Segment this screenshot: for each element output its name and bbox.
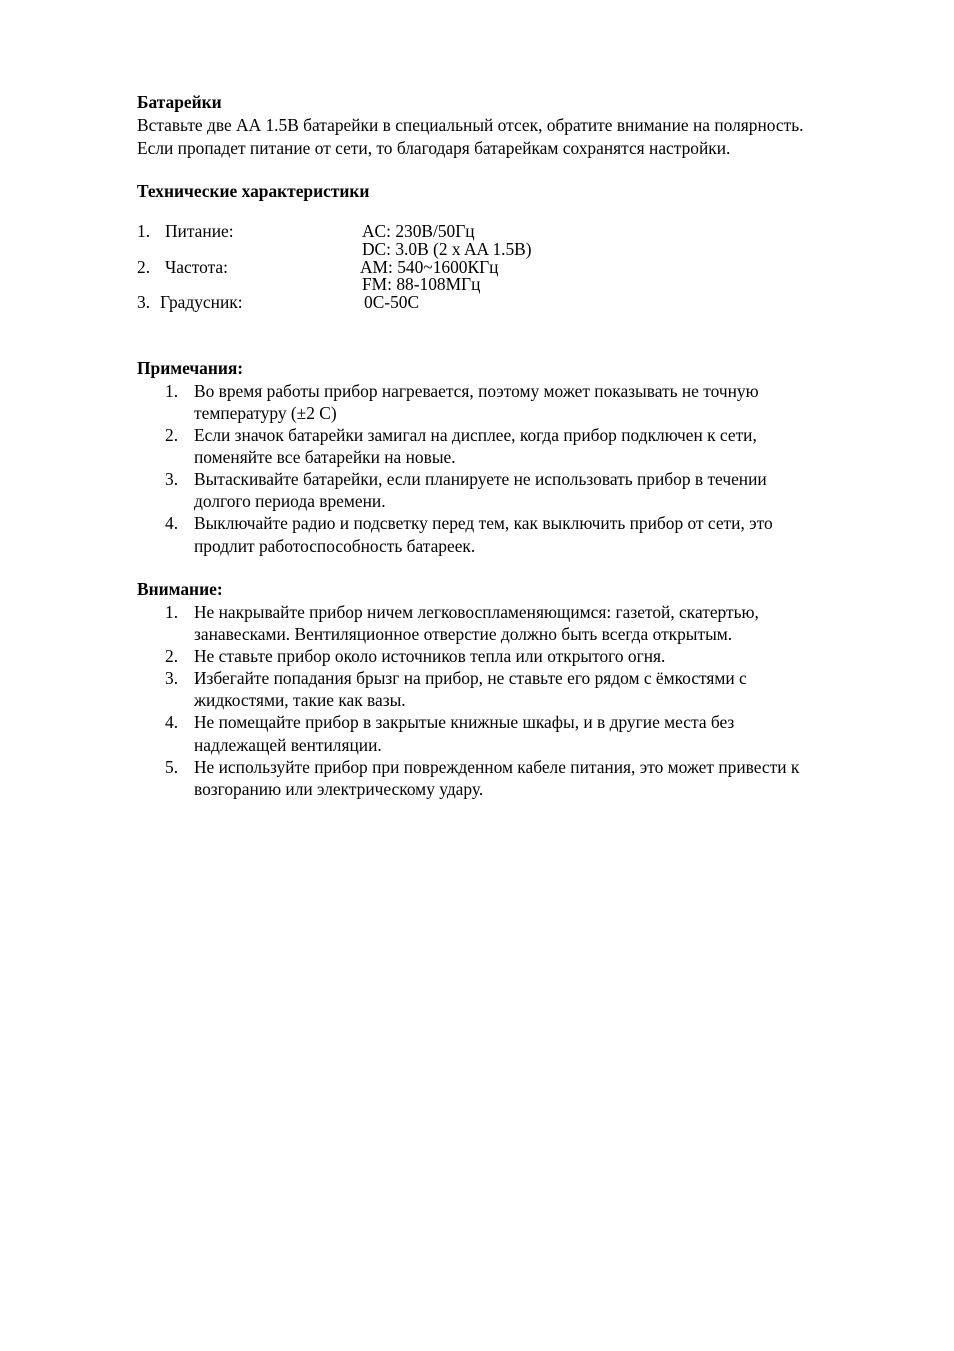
list-item-text: Вытаскивайте батарейки, если планируете не использовать прибор в течении [194, 469, 767, 489]
spec-number: 3. [137, 292, 151, 312]
list-item-text: поменяйте все батарейки на новые. [194, 447, 456, 467]
batteries-heading: Батарейки [137, 92, 222, 112]
list-item-text: Во время работы прибор нагревается, поэтому может показывать не точную [194, 381, 759, 401]
batteries-paragraph-line-1: Вставьте две АА 1.5В батарейки в специальный отсек, обратите внимание на полярность. [137, 115, 804, 135]
list-item-text: продлит работоспособность батареек. [194, 536, 476, 556]
specs-heading: Технические характеристики [137, 181, 370, 201]
list-item-text: занавесками. Вентиляционное отверстие должно быть всегда открытым. [194, 624, 733, 644]
list-item-number: 5. [165, 757, 179, 777]
warning-heading: Внимание: [137, 579, 223, 599]
list-item-number: 1. [165, 602, 179, 622]
list-item-number: 3. [165, 668, 179, 688]
spec-number: 2. [137, 257, 151, 277]
list-item-text: температуру (±2 С) [194, 403, 337, 423]
spec-label-power: Питание: [165, 221, 234, 241]
list-item-text: Не используйте прибор при поврежденном кабеле питания, это может привести к [194, 757, 800, 777]
list-item-text: возгоранию или электрическому удару. [194, 779, 484, 799]
list-item-text: Выключайте радио и подсветку перед тем, как выключить прибор от сети, это [194, 513, 773, 533]
spec-value-thermometer: 0С-50С [364, 292, 420, 312]
notes-heading: Примечания: [137, 358, 244, 378]
list-item-number: 2. [165, 425, 179, 445]
spec-value-power-ac: AC: 230В/50Гц [362, 221, 475, 241]
list-item-number: 4. [165, 513, 179, 533]
spec-value-frequency-am: AM: 540~1600КГц [360, 257, 499, 277]
list-item-text: Не ставьте прибор около источников тепла или открытого огня. [194, 646, 666, 666]
spec-label-frequency: Частота: [165, 257, 228, 277]
list-item-text: долгого периода времени. [194, 491, 386, 511]
list-item-number: 4. [165, 712, 179, 732]
list-item-number: 3. [165, 469, 179, 489]
list-item-text: Если значок батарейки замигал на дисплее, когда прибор подключен к сети, [194, 425, 757, 445]
spec-label-thermometer: Градусник: [160, 292, 243, 312]
list-item-text: Не накрывайте прибор ничем легковоспламеняющимся: газетой, скатертью, [194, 602, 759, 622]
spec-value-power-dc: DC: 3.0В (2 x AA 1.5В) [362, 239, 532, 259]
spec-number: 1. [137, 221, 151, 241]
list-item-text: жидкостями, такие как вазы. [194, 690, 406, 710]
list-item-text: Не помещайте прибор в закрытые книжные шкафы, и в другие места без [194, 712, 735, 732]
list-item-number: 2. [165, 646, 179, 666]
batteries-paragraph-line-2: Если пропадет питание от сети, то благодаря батарейкам сохранятся настройки. [137, 138, 731, 158]
spec-value-frequency-fm: FM: 88-108МГц [362, 274, 481, 294]
list-item-text: Избегайте попадания брызг на прибор, не ставьте его рядом с ёмкостями с [194, 668, 747, 688]
list-item-text: надлежащей вентиляции. [194, 735, 382, 755]
list-item-number: 1. [165, 381, 179, 401]
